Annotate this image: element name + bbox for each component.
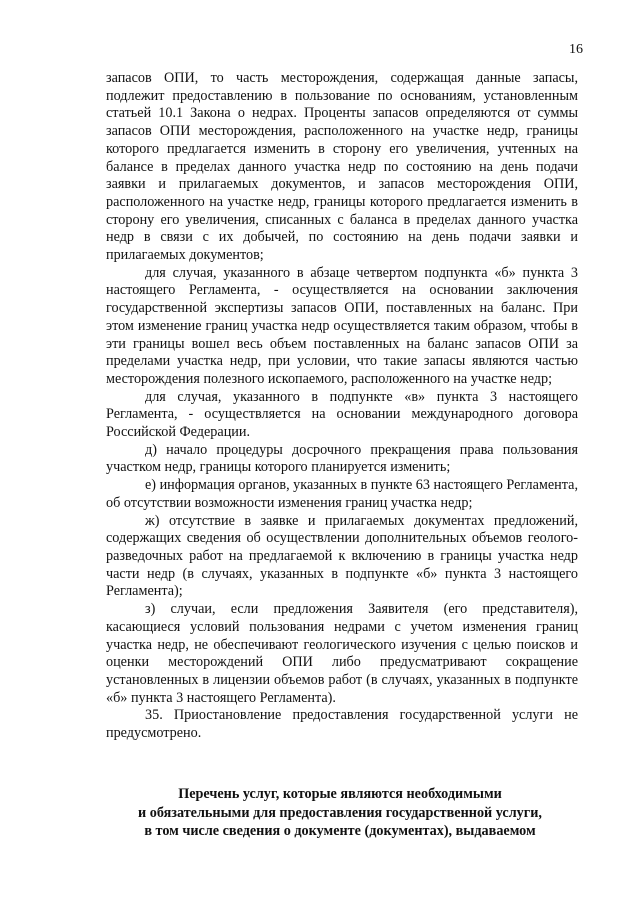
heading-line-2: и обязательными для предоставления государственной услуги, — [138, 804, 542, 821]
heading-line-1: Перечень услуг, которые являются необходимыми — [178, 786, 502, 802]
paragraph-8: 35. Приостановление предоставления государственной услуги не предусмотрено. — [106, 707, 578, 742]
paragraph-7: з) случаи, если предложения Заявителя (его представителя), касающиеся условий пользования недрами с учетом изменения границ участка недр, не обеспечивают геологического изучения с целью поисков и оценки месторождений ОПИ либо предусматривают сокращение установленных в лицензии объемов работ (в случаях, указанных в подпункте «б» пункта 3 настоящего Регламента). — [106, 601, 578, 706]
section-heading — [80, 785, 600, 841]
heading-line-3: в том числе сведения о документе (документах), выдаваемом — [144, 823, 536, 839]
paragraph-4: д) начало процедуры досрочного прекращения права пользования участком недр, границы которого планируется изменить; — [106, 441, 578, 476]
paragraph-6: ж) отсутствие в заявке и прилагаемых документах предложений, содержащих сведения об осуществлении дополнительных объемов геолого-разведочных работ на предлагаемой к включению в границы участка недр части недр (в случаях, указанных в подпункте «б» пункта 3 настоящего Регламента); — [106, 512, 578, 600]
paragraph-3: для случая, указанного в подпункте «в» пункта 3 настоящего Регламента, - осуществляется на основании международного договора Российской Федерации. — [106, 388, 578, 441]
paragraph-1: запасов ОПИ, то часть месторождения, содержащая данные запасы, подлежит предоставлению в пользование по основаниям, установленным статьей 10.1 Закона о недрах. Проценты запасов определяются от суммы запасов ОПИ месторождения, расположенного на участке недр, границы которого предлагается изменить в сторону его увеличения, учтенных на балансе в пределах данного участка недр по состоянию на день подачи заявки и прилагаемых документов, и запасов месторождения ОПИ, расположенного на участке недр, границы которого предлагается изменить в сторону его увеличения, списанных с баланса в пределах данного участка недр в связи с их добычей, по состоянию на день подачи заявки и прилагаемых документов; — [106, 70, 578, 264]
paragraph-5: е) информация органов, указанных в пункте 63 настоящего Регламента, об отсутствии возможности изменения границ участка недр; — [106, 477, 578, 511]
document-body — [106, 70, 578, 743]
paragraph-2: для случая, указанного в абзаце четвертом подпункта «б» пункта 3 настоящего Регламента, - осуществляется на основании заключения государственной экспертизы запасов ОПИ, поставленных на баланс. При этом изменение границ участка недр осуществляется таким образом, чтобы в эти границы вошел весь объем поставленных на баланс запасов ОПИ за пределами участка недр, при условии, что такие запасы являются частью месторождения полезного ископаемого, расположенного на участке недр; — [106, 264, 578, 387]
page-number: 16 — [569, 42, 583, 57]
